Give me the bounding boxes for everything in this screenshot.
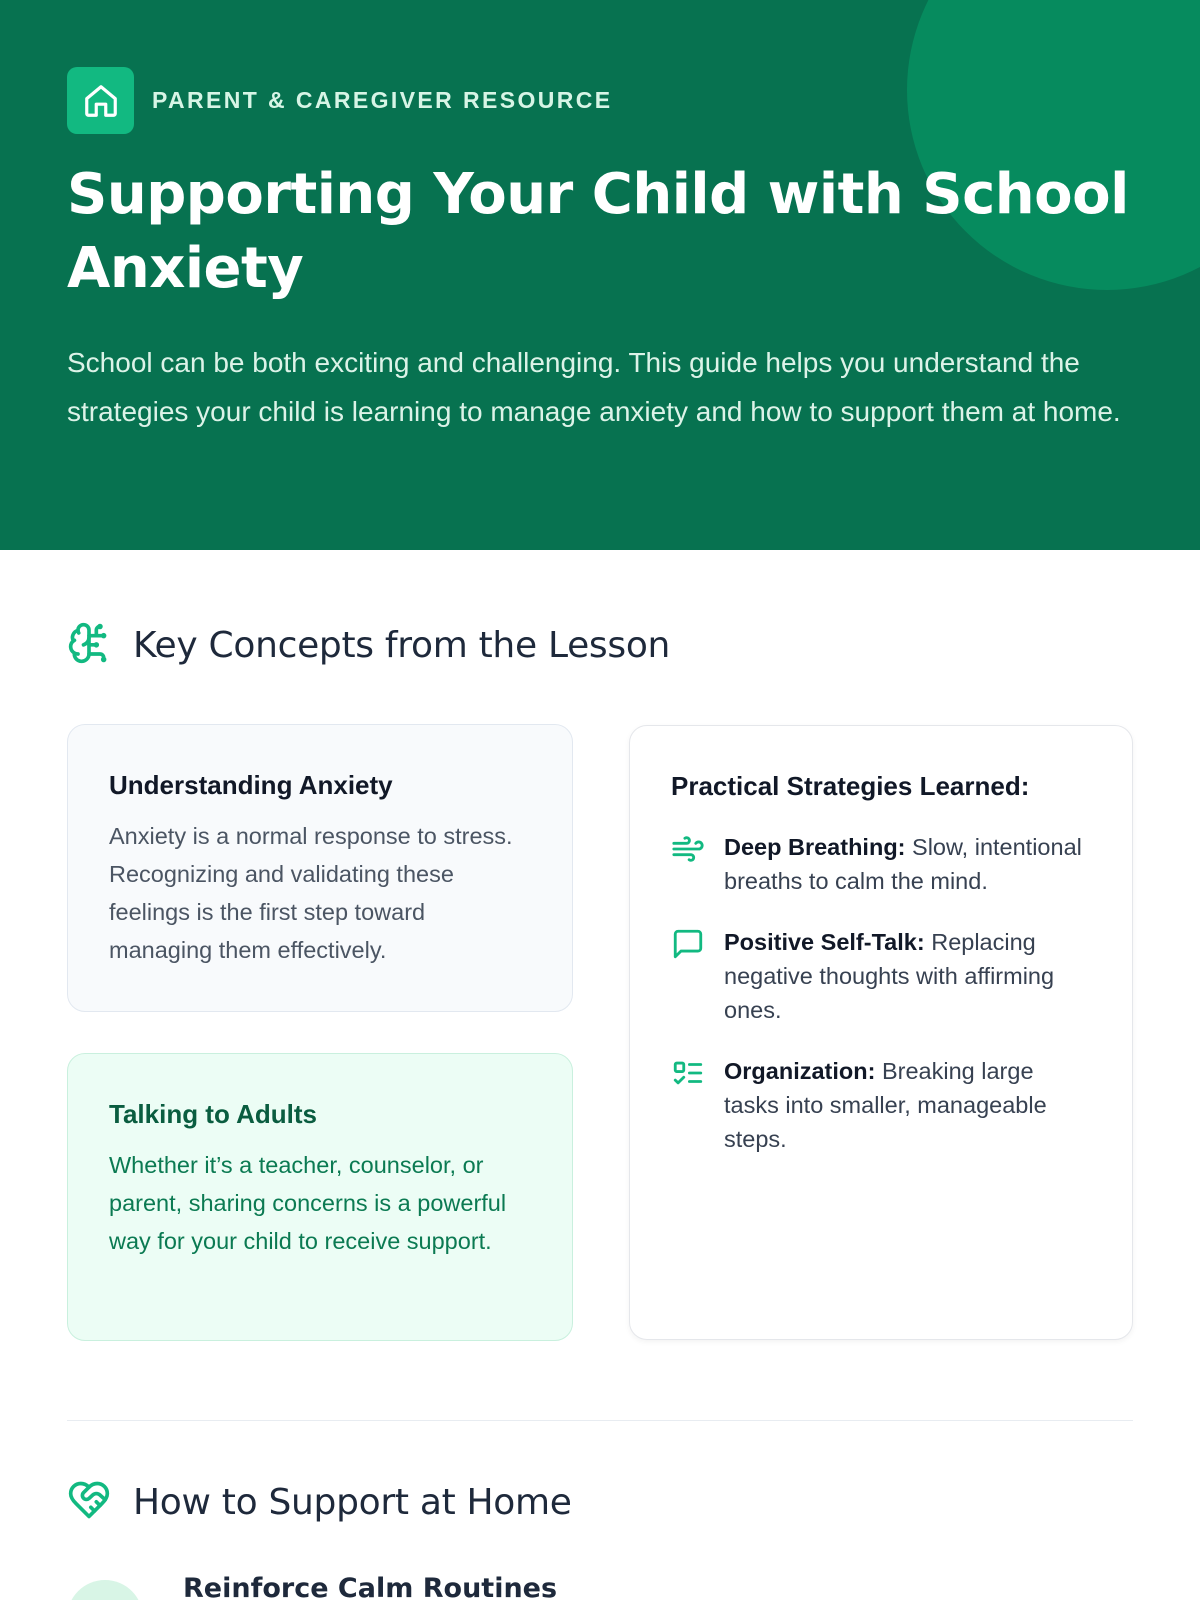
strategy-list bbox=[671, 830, 1092, 1156]
card-title: Talking to Adults bbox=[109, 1099, 317, 1129]
brain-icon bbox=[67, 620, 111, 671]
support-home-heading bbox=[67, 1477, 572, 1527]
section-divider bbox=[67, 1420, 1133, 1421]
strategy-text bbox=[724, 1054, 1092, 1156]
wind-icon bbox=[671, 830, 707, 898]
support-item bbox=[67, 1573, 558, 1600]
talking-to-adults-card bbox=[67, 1053, 573, 1341]
page-title: Supporting Your Child with School Anxiety bbox=[67, 162, 1129, 301]
practical-strategies-card bbox=[629, 725, 1133, 1340]
card-body: Whether it’s a teacher, counselor, or parent, sharing concerns is a powerful way for your child to receive support. bbox=[109, 1152, 507, 1254]
card-body: Anxiety is a normal response to stress. Recognizing and validating these feelings is the first step toward managing them effectively. bbox=[109, 823, 513, 963]
card-title: Understanding Anxiety bbox=[109, 770, 393, 800]
list-item bbox=[671, 1054, 1092, 1156]
resource-eyebrow bbox=[67, 67, 613, 134]
message-icon bbox=[671, 925, 707, 1027]
strategy-description: Breaking large tasks into smaller, manageable steps. bbox=[724, 1058, 1047, 1152]
page-description: School can be both exciting and challenging. This guide helps you understand the strategies your child is learning to manage anxiety and how to support them at home. bbox=[67, 347, 1121, 427]
understanding-anxiety-card bbox=[67, 724, 573, 1012]
support-item-title: Reinforce Calm Routines bbox=[183, 1573, 558, 1600]
eyebrow-label: PARENT & CAREGIVER RESOURCE bbox=[152, 87, 613, 113]
strategy-text bbox=[724, 925, 1092, 1027]
strategy-description: Replacing negative thoughts with affirming ones. bbox=[724, 929, 1055, 1023]
strategy-text bbox=[724, 830, 1092, 898]
strategy-term: Organization: bbox=[724, 1058, 876, 1084]
home-icon bbox=[67, 67, 134, 134]
step-badge bbox=[67, 1580, 143, 1600]
section-title: Key Concepts from the Lesson bbox=[133, 624, 671, 666]
heart-handshake-icon bbox=[67, 1478, 111, 1527]
hero-header bbox=[0, 0, 1200, 550]
checklist-icon bbox=[671, 1054, 707, 1156]
list-item bbox=[671, 830, 1092, 898]
strategy-term: Positive Self-Talk: bbox=[724, 929, 925, 955]
card-title: Practical Strategies Learned: bbox=[671, 771, 1030, 801]
list-item bbox=[671, 925, 1092, 1027]
strategy-term: Deep Breathing: bbox=[724, 834, 906, 860]
key-concepts-heading bbox=[67, 620, 670, 670]
strategy-description: Slow, intentional breaths to calm the mind. bbox=[724, 834, 1082, 894]
section-title: How to Support at Home bbox=[133, 1481, 572, 1523]
